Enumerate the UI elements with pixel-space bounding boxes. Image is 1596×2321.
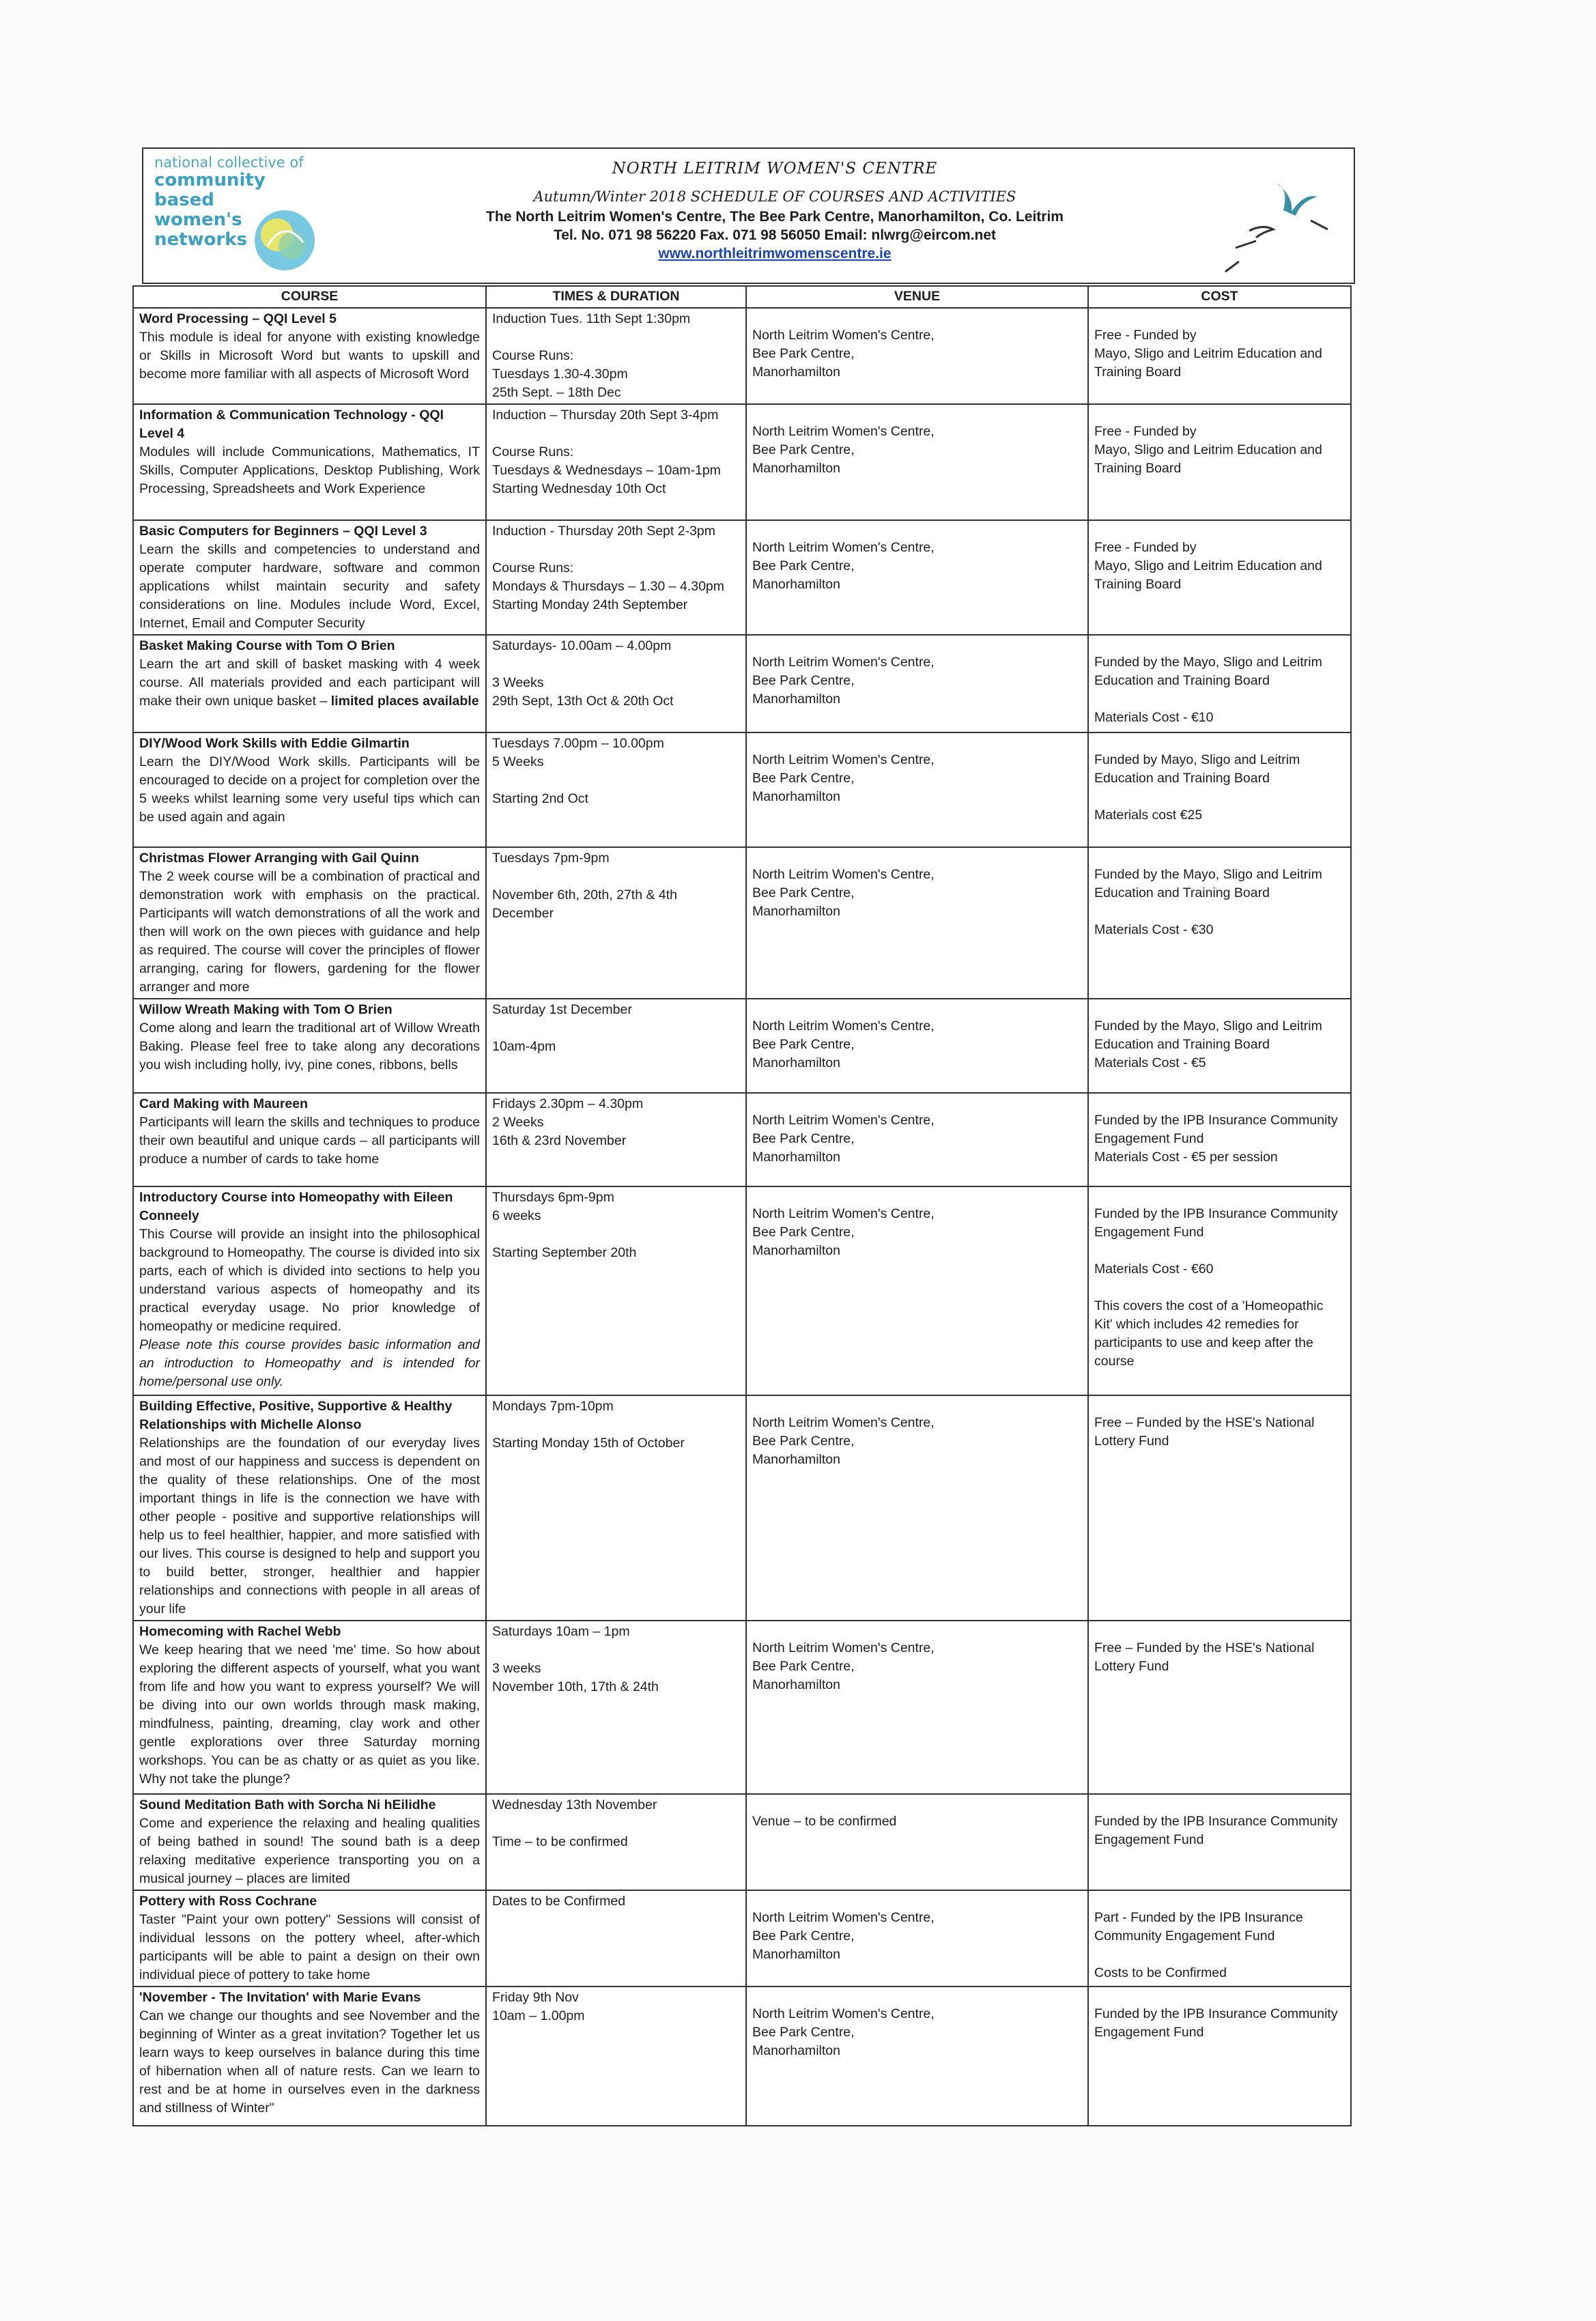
- cell-line: Bee Park Centre,: [752, 1037, 855, 1052]
- cell-line: [492, 868, 740, 886]
- logo-flower-icon: [247, 205, 322, 276]
- cell-line: Starting 2nd Oct: [492, 791, 588, 806]
- cost-cell: [1088, 1093, 1351, 1186]
- cell-line: Manorhamilton: [752, 1055, 840, 1070]
- cell-line: 3 Weeks: [492, 675, 544, 690]
- description-text: Come along and learn the traditional art of Willow Wreath Baking. Please feel free to take along any decorations you wish including holly, ivy, pine cones, ribbons, bells: [139, 1021, 480, 1072]
- cell-line: Dates to be Confirmed: [492, 1894, 626, 1909]
- cell-line: Manorhamilton: [752, 461, 840, 476]
- cell-line: Funded by the IPB Insurance Community Engagement Fund: [1094, 2006, 1338, 2040]
- cell-line: North Leitrim Women's Centre,: [752, 1415, 935, 1430]
- cell-line: Free – Funded by the HSE's National Lottery Fund: [1094, 1640, 1315, 1674]
- times-cell: [486, 999, 746, 1093]
- course-cell: [133, 1890, 486, 1987]
- cost-cell: [1088, 1794, 1351, 1890]
- cell-line: Bee Park Centre,: [752, 442, 855, 457]
- website-link[interactable]: www.northleitrimwomenscentre.ie: [658, 246, 892, 261]
- cost-cell: [1088, 635, 1351, 732]
- cost-cell: [1088, 1890, 1351, 1987]
- course-cell: [133, 847, 486, 999]
- cell-line: Saturday 1st December: [492, 1002, 632, 1017]
- logo-line-2: community based: [154, 170, 266, 210]
- course-cell: [133, 732, 486, 847]
- cell-line: Costs to be Confirmed: [1094, 1965, 1227, 1980]
- cell-line: 10am-4pm: [492, 1039, 556, 1054]
- cell-line: Free - Funded by: [1094, 540, 1197, 555]
- cell-line: Bee Park Centre,: [752, 673, 855, 688]
- description-text: The 2 week course will be a combination of practical and demonstration work with emphasis on the practical. Participants will watch demonstrations of all the work and then will work on the own pieces with guidance and help as required. The course will cover the principles of flower arranging, caring for flowers, gardening for the flower arranger and more: [139, 869, 480, 995]
- cell-line: Manorhamilton: [752, 1452, 840, 1467]
- cell-line: Thursdays 6pm-9pm: [492, 1190, 614, 1205]
- cell-line: [492, 1225, 740, 1244]
- cell-line: Materials cost €25: [1094, 808, 1203, 823]
- cell-line: Funded by the Mayo, Sligo and Leitrim Education and Training Board: [1094, 867, 1322, 900]
- cell-line: Manorhamilton: [752, 365, 840, 380]
- description-text: Modules will include Communications, Mathematics, IT Skills, Computer Applications, Desktop Publishing, Work Processing, Spreadsheets and Work Experience: [139, 444, 480, 496]
- times-cell: [486, 1987, 746, 2126]
- logo-line-3: women's: [154, 210, 242, 230]
- cell-line: Course Runs:: [492, 348, 574, 363]
- cell-line: [492, 655, 740, 674]
- course-title: Card Making with Maureen: [139, 1096, 309, 1111]
- course-description: [139, 868, 480, 997]
- cell-line: North Leitrim Women's Centre,: [752, 1910, 935, 1925]
- course-description: [139, 1814, 480, 1888]
- cell-line: Manorhamilton: [752, 1947, 840, 1962]
- cell-line: Free - Funded by: [1094, 328, 1197, 343]
- description-text: We keep hearing that we need 'me' time. So how about exploring the different aspects of yourself, what you want from life and how you want to express yourself? We will be diving into our own worlds through mask making, mindfulness, painting, dreaming, clay work and other gentle explorations over three Saturday morning workshops. You can be as chatty or as quiet as you like. Why not take the plunge?: [139, 1642, 480, 1786]
- cell-line: North Leitrim Women's Centre,: [752, 1640, 935, 1655]
- description-text: This module is ideal for anyone with existing knowledge or Skills in Microsoft Word but wants to upskill and become more familiar with all aspects of Microsoft Word: [139, 330, 480, 382]
- cell-line: Materials Cost - €5: [1094, 1055, 1206, 1070]
- times-cell: [486, 1186, 746, 1395]
- org-name: NORTH LEITRIM WOMEN'S CENTRE: [612, 160, 938, 177]
- description-text: Learn the skills and competencies to understand and operate computer hardware, software and common applications whilst maintain security and safety considerations on line. Modules include Word, Excel, Internet, Email and Computer Security: [139, 542, 480, 631]
- description-text: Learn the art and skill of basket masking with 4 week course. All materials provided and each participant will make their own unique basket –: [139, 657, 480, 709]
- cell-line: North Leitrim Women's Centre,: [752, 867, 935, 882]
- cell-line: Materials Cost - €5 per session: [1094, 1150, 1278, 1165]
- cell-line: Course Runs:: [492, 444, 574, 459]
- col-cost: COST: [1088, 286, 1351, 308]
- course-description: [139, 1911, 480, 1984]
- venue-cell: [746, 732, 1088, 847]
- description-emphasis: limited places available: [330, 694, 479, 709]
- cell-line: Induction Tues. 11th Sept 1:30pm: [492, 311, 691, 326]
- cell-line: Starting September 20th: [492, 1245, 637, 1260]
- cell-line: Mayo, Sligo and Leitrim Education and Training Board: [1094, 558, 1322, 592]
- cell-line: Funded by Mayo, Sligo and Leitrim Education and Training Board: [1094, 752, 1300, 786]
- venue-cell: [746, 520, 1088, 635]
- table-row: [133, 308, 1351, 404]
- contact-line: Tel. No. 071 98 56220 Fax. 071 98 56050 Email: nlwrg@eircom.net: [553, 227, 997, 243]
- table-row: [133, 1186, 1351, 1395]
- cost-cell: [1088, 404, 1351, 520]
- course-cell: [133, 1987, 486, 2126]
- table-row: [133, 999, 1351, 1093]
- cost-cell: [1088, 1186, 1351, 1395]
- cell-line: November 10th, 17th & 24th: [492, 1679, 659, 1694]
- course-note: Please note this course provides basic information and an introduction to Homeopathy and is intended for home/personal use only.: [139, 1337, 480, 1389]
- col-times: TIMES & DURATION: [486, 286, 746, 308]
- course-cell: [133, 520, 486, 635]
- birds-logo-icon: [1208, 169, 1345, 279]
- cell-line: Venue – to be confirmed: [752, 1814, 897, 1829]
- course-title: Word Processing – QQI Level 5: [139, 311, 337, 326]
- description-text: Can we change our thoughts and see November and the beginning of Winter as a great invitation? Together let us learn ways to keep ourselves in balance during this time of hibernation when all of nature rests. Can we learn to rest and be at home in ourselves even in the darkness and stillness of Winter": [139, 2008, 480, 2116]
- cell-line: Fridays 2.30pm – 4.30pm: [492, 1096, 644, 1111]
- course-cell: [133, 1186, 486, 1395]
- course-description: [139, 1113, 480, 1169]
- cell-line: Materials Cost - €30: [1094, 922, 1214, 937]
- cell-line: [1094, 1946, 1345, 1964]
- cell-line: Mondays 7pm-10pm: [492, 1399, 614, 1414]
- course-description: [139, 753, 480, 827]
- course-cell: [133, 1093, 486, 1186]
- cell-line: Bee Park Centre,: [752, 885, 855, 900]
- cell-line: Saturdays- 10.00am – 4.00pm: [492, 638, 672, 653]
- cell-line: Funded by the IPB Insurance Community Engagement Fund: [1094, 1814, 1338, 1847]
- course-description: [139, 1225, 480, 1336]
- cell-line: Bee Park Centre,: [752, 1434, 855, 1449]
- course-cell: [133, 1621, 486, 1794]
- cell-line: Bee Park Centre,: [752, 1928, 855, 1943]
- cell-line: Materials Cost - €60: [1094, 1262, 1214, 1277]
- cost-cell: [1088, 1621, 1351, 1794]
- cell-line: Manorhamilton: [752, 692, 840, 707]
- col-venue: VENUE: [746, 286, 1088, 308]
- cell-line: North Leitrim Women's Centre,: [752, 1019, 935, 1034]
- cost-cell: [1088, 520, 1351, 635]
- course-title: Sound Meditation Bath with Sorcha Ni hEilidhe: [139, 1797, 436, 1812]
- course-cell: [133, 999, 486, 1093]
- cell-line: Materials Cost - €10: [1094, 710, 1214, 725]
- course-title: 'November - The Invitation' with Marie Evans: [139, 1990, 421, 2005]
- venue-cell: [746, 308, 1088, 404]
- schedule-table: [132, 285, 1352, 2126]
- course-cell: [133, 1395, 486, 1621]
- table-row: [133, 847, 1351, 999]
- course-title: Introductory Course into Homeopathy with Eileen Conneely: [139, 1190, 453, 1223]
- cell-line: Bee Park Centre,: [752, 1225, 855, 1240]
- cell-line: [492, 328, 740, 347]
- cell-line: This covers the cost of a 'Homeopathic Kit' which includes 42 remedies for participants to use and keep after the course: [1094, 1298, 1324, 1369]
- times-cell: [486, 1395, 746, 1621]
- cell-line: Bee Park Centre,: [752, 1659, 855, 1674]
- cost-cell: [1088, 847, 1351, 999]
- cell-line: Manorhamilton: [752, 2043, 840, 2058]
- cell-line: Funded by the Mayo, Sligo and Leitrim Education and Training Board: [1094, 655, 1322, 688]
- cell-line: Induction – Thursday 20th Sept 3-4pm: [492, 408, 719, 423]
- cell-line: Tuesdays 1.30-4.30pm: [492, 367, 628, 382]
- cell-line: [1094, 1279, 1345, 1297]
- cell-line: Wednesday 13th November: [492, 1797, 657, 1812]
- cell-line: Mondays & Thursdays – 1.30 – 4.30pm: [492, 579, 725, 594]
- course-title: Information & Communication Technology - QQI Level 4: [139, 408, 444, 441]
- cell-line: North Leitrim Women's Centre,: [752, 1206, 935, 1221]
- page-header: [142, 147, 1355, 284]
- cell-line: 5 Weeks: [492, 754, 544, 769]
- venue-cell: [746, 1794, 1088, 1890]
- times-cell: [486, 404, 746, 520]
- cost-cell: [1088, 999, 1351, 1093]
- times-cell: [486, 1890, 746, 1987]
- cell-line: Manorhamilton: [752, 577, 840, 592]
- cell-line: [1094, 690, 1345, 709]
- table-row: [133, 732, 1351, 847]
- cell-line: Tuesdays 7.00pm – 10.00pm: [492, 736, 664, 751]
- description-text: Relationships are the foundation of our everyday lives and most of our happiness and success is dependent on the quality of these relationships. One of the most important things in life is the connection we have with other people - positive and supportive relationships will help us to feel healthier, happier, and more satisfied with our lives. This course is designed to help and support you to build better, stronger, healthier and happier relationships and connections with people in all areas of your life: [139, 1436, 480, 1617]
- cell-line: Time – to be confirmed: [492, 1834, 628, 1849]
- cell-line: 6 weeks: [492, 1208, 541, 1223]
- network-logo: [152, 153, 322, 279]
- cell-line: Starting Monday 24th September: [492, 597, 688, 612]
- cell-line: North Leitrim Women's Centre,: [752, 540, 935, 555]
- cell-line: [492, 425, 740, 443]
- table-row: [133, 1987, 1351, 2126]
- course-description: [139, 655, 480, 711]
- course-title: Building Effective, Positive, Supportive & Healthy Relationships with Michelle Alonso: [139, 1399, 453, 1432]
- course-title: DIY/Wood Work Skills with Eddie Gilmartin: [139, 736, 410, 751]
- times-cell: [486, 1794, 746, 1890]
- cell-line: Tuesdays & Wednesdays – 10am-1pm: [492, 463, 721, 478]
- cell-line: Mayo, Sligo and Leitrim Education and Training Board: [1094, 346, 1322, 380]
- table-row: [133, 1395, 1351, 1621]
- cell-line: Part - Funded by the IPB Insurance Community Engagement Fund: [1094, 1910, 1303, 1943]
- course-description: [139, 328, 480, 384]
- cell-line: Bee Park Centre,: [752, 558, 855, 573]
- cell-line: [492, 1641, 740, 1660]
- description-text: Learn the DIY/Wood Work skills. Participants will be encouraged to decide on a project for completion over the 5 weeks whilst learning some very useful tips which can be used again and again: [139, 754, 480, 825]
- cell-line: Induction - Thursday 20th Sept 2-3pm: [492, 524, 715, 539]
- venue-cell: [746, 635, 1088, 732]
- course-description: [139, 541, 480, 633]
- course-description: [139, 443, 480, 498]
- table-row: [133, 635, 1351, 732]
- cell-line: 16th & 23rd November: [492, 1133, 627, 1148]
- cell-line: [492, 1416, 740, 1434]
- cell-line: [492, 541, 740, 559]
- venue-cell: [746, 1621, 1088, 1794]
- cost-cell: [1088, 732, 1351, 847]
- cell-line: North Leitrim Women's Centre,: [752, 328, 935, 343]
- cell-line: Funded by the IPB Insurance Community Engagement Fund: [1094, 1113, 1338, 1146]
- course-title: Basic Computers for Beginners – QQI Level 3: [139, 524, 427, 539]
- cell-line: Bee Park Centre,: [752, 2025, 855, 2040]
- times-cell: [486, 308, 746, 404]
- cell-line: [492, 1019, 740, 1038]
- course-cell: [133, 404, 486, 520]
- course-cell: [133, 1794, 486, 1890]
- cell-line: Starting Monday 15th of October: [492, 1436, 685, 1451]
- times-cell: [486, 847, 746, 999]
- cell-line: [1094, 902, 1345, 921]
- schedule-title: Autumn/Winter 2018 SCHEDULE OF COURSES AND ACTIVITIES: [533, 188, 1016, 205]
- course-description: [139, 1434, 480, 1619]
- cell-line: [1094, 1242, 1345, 1260]
- cell-line: Manorhamilton: [752, 904, 840, 919]
- address: The North Leitrim Women's Centre, The Bee Park Centre, Manorhamilton, Co. Leitrim: [486, 209, 1064, 225]
- cost-cell: [1088, 1395, 1351, 1621]
- cell-line: Saturdays 10am – 1pm: [492, 1624, 630, 1639]
- cell-line: Bee Park Centre,: [752, 1131, 855, 1146]
- cell-line: Bee Park Centre,: [752, 346, 855, 361]
- cell-line: 2 Weeks: [492, 1115, 544, 1130]
- table-row: [133, 1794, 1351, 1890]
- course-title: Homecoming with Rachel Webb: [139, 1624, 341, 1639]
- logo-line-1: national collective of: [154, 154, 304, 171]
- description-text: This Course will provide an insight into the philosophical background to Homeopathy. The course is divided into six parts, each of which is divided into sections to help you understand various aspects of homeopathy and its practical everyday usage. No prior knowledge of homeopathy or medicine required.: [139, 1227, 480, 1334]
- cell-line: Starting Wednesday 10th Oct: [492, 481, 666, 496]
- cell-line: Free - Funded by: [1094, 424, 1197, 439]
- cell-line: [492, 1814, 740, 1833]
- course-cell: [133, 635, 486, 732]
- cell-line: Course Runs:: [492, 560, 574, 575]
- cell-line: Funded by the Mayo, Sligo and Leitrim Education and Training Board: [1094, 1019, 1322, 1052]
- times-cell: [486, 1093, 746, 1186]
- times-cell: [486, 635, 746, 732]
- times-cell: [486, 520, 746, 635]
- course-title: Basket Making Course with Tom O Brien: [139, 638, 395, 653]
- course-cell: [133, 308, 486, 404]
- logo-line-4: networks: [154, 229, 248, 250]
- cell-line: Friday 9th Nov: [492, 1990, 579, 2005]
- description-text: Come and experience the relaxing and healing qualities of being bathed in sound! The sound bath is a deep relaxing meditative experience transporting you on a musical journey – places are limited: [139, 1816, 480, 1886]
- cost-cell: [1088, 1987, 1351, 2126]
- venue-cell: [746, 999, 1088, 1093]
- venue-cell: [746, 1093, 1088, 1186]
- cell-line: North Leitrim Women's Centre,: [752, 424, 935, 439]
- description-text: Participants will learn the skills and techniques to produce their own beautiful and unique cards – all participants will produce a number of cards to take home: [139, 1115, 480, 1167]
- venue-cell: [746, 1890, 1088, 1987]
- venue-cell: [746, 1186, 1088, 1395]
- cell-line: 29th Sept, 13th Oct & 20th Oct: [492, 694, 674, 709]
- description-text: Taster "Paint your own pottery" Sessions will consist of individual lessons on the pottery wheel, after-which participants will be able to paint a design on their own individual piece of pottery to take home: [139, 1912, 480, 1982]
- course-title: Pottery with Ross Cochrane: [139, 1894, 317, 1909]
- table-row: [133, 1890, 1351, 1987]
- cell-line: November 6th, 20th, 27th & 4th December: [492, 887, 678, 921]
- venue-cell: [746, 847, 1088, 999]
- table-row: [133, 404, 1351, 520]
- cell-line: North Leitrim Women's Centre,: [752, 752, 935, 767]
- cell-line: Funded by the IPB Insurance Community Engagement Fund: [1094, 1206, 1338, 1240]
- course-title: Willow Wreath Making with Tom O Brien: [139, 1002, 393, 1017]
- cell-line: Manorhamilton: [752, 1243, 840, 1258]
- cost-cell: [1088, 308, 1351, 404]
- cell-line: [492, 771, 740, 790]
- cell-line: 10am – 1.00pm: [492, 2008, 585, 2023]
- cell-line: 3 weeks: [492, 1661, 541, 1676]
- venue-cell: [746, 404, 1088, 520]
- cell-line: North Leitrim Women's Centre,: [752, 2006, 935, 2021]
- venue-cell: [746, 1395, 1088, 1621]
- cell-line: 25th Sept. – 18th Dec: [492, 385, 621, 400]
- venue-cell: [746, 1987, 1088, 2126]
- course-description: [139, 1019, 480, 1074]
- cell-line: Free – Funded by the HSE's National Lottery Fund: [1094, 1415, 1315, 1449]
- times-cell: [486, 732, 746, 847]
- table-row: [133, 1621, 1351, 1794]
- cell-line: North Leitrim Women's Centre,: [752, 1113, 935, 1128]
- table-row: [133, 520, 1351, 635]
- cell-line: Manorhamilton: [752, 1677, 840, 1692]
- cell-line: Manorhamilton: [752, 1150, 840, 1165]
- table-header-row: [133, 286, 1351, 308]
- cell-line: Manorhamilton: [752, 789, 840, 804]
- cell-line: Tuesdays 7pm-9pm: [492, 851, 610, 866]
- cell-line: Bee Park Centre,: [752, 771, 855, 786]
- course-description: [139, 1641, 480, 1789]
- course-title: Christmas Flower Arranging with Gail Quinn: [139, 851, 419, 866]
- course-description: [139, 2007, 480, 2118]
- cell-line: Mayo, Sligo and Leitrim Education and Training Board: [1094, 442, 1322, 476]
- col-course: COURSE: [133, 286, 486, 308]
- cell-line: North Leitrim Women's Centre,: [752, 655, 935, 670]
- cell-line: [1094, 788, 1345, 806]
- times-cell: [486, 1621, 746, 1794]
- table-row: [133, 1093, 1351, 1186]
